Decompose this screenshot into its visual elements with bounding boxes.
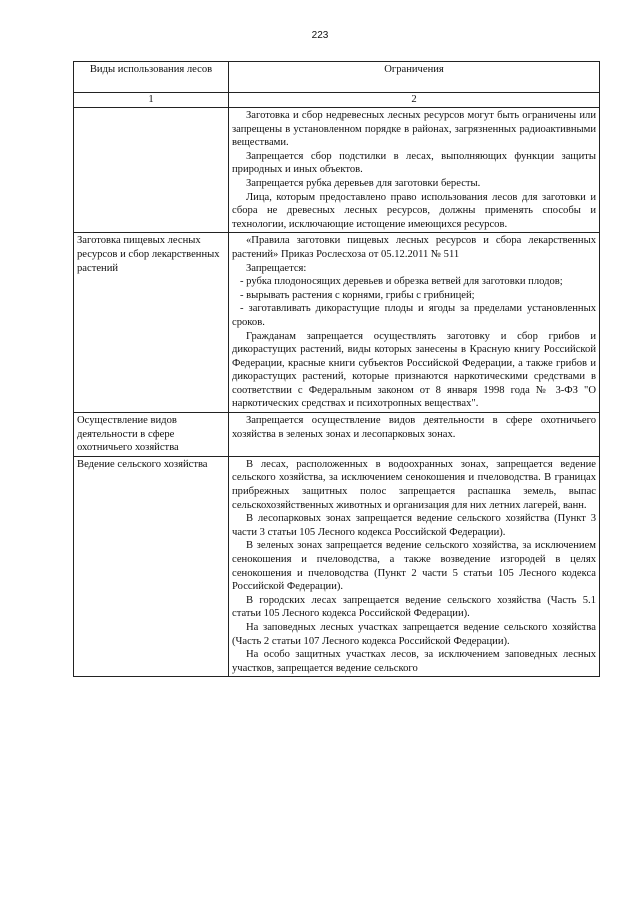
table-row [74,233,600,413]
restriction-paragraph: Запрещается: [246,262,307,274]
restriction-paragraph: Заготовка и сбор недревесных лесных ресурсов могут быть ограничены или запрещены в установленном порядке в районах, загрязненных радиоактивными веществами. [232,110,596,149]
restriction-paragraph: Запрещается рубка деревьев для заготовки бересты. [246,177,481,189]
forest-use-restrictions-table [73,61,600,677]
restriction-paragraph: Запрещается осуществление видов деятельности в сфере охотничьего хозяйства в зеленых зонах и лесопарковых зонах. [232,415,596,440]
restriction-list-item: - рубка плодоносящих деревьев и обрезка ветвей для заготовки плодов; [240,276,563,288]
restriction-paragraph: «Правила заготовки пищевых лесных ресурсов и сбора лекарственных растений» Приказ Рослесхоза от 05.12.2011 № 511 [232,235,596,260]
restriction-paragraph: На особо защитных участках лесов, за исключением заповедных лесных участков, запрещается ведение сельского [232,649,596,674]
table-row [74,108,600,233]
column-header-forest-use: Виды использования лесов [74,62,229,93]
restrictions-cell [229,456,600,677]
table-row [74,413,600,457]
restrictions-cell [229,233,600,413]
forest-use-kind: Ведение сельского хозяйства [74,456,229,677]
restriction-paragraph: В городских лесах запрещается ведение сельского хозяйства (Часть 5.1 статьи 105 Лесного кодекса Российской Федерации). [232,594,596,620]
table-header-row [74,62,600,93]
page-number: 223 [311,30,329,41]
table-row [74,456,600,677]
restriction-paragraph: На заповедных лесных участках запрещается ведение сельского хозяйства (Часть 2 статьи 107 Лесного кодекса Российской Федерации). [232,621,596,647]
restriction-paragraph: В зеленых зонах запрещается ведение сельского хозяйства, за исключением сенокошения и пчеловодства, а также возведение изгородей в целях сенокошения и пчеловодства (Пункт 2 части 5 статьи 105 Лесного кодекса Российской Федерации). [232,540,596,593]
restriction-paragraph: Запрещается сбор подстилки в лесах, выполняющих функции защиты природных и иных объектов. [232,150,596,176]
forest-use-kind [74,108,229,233]
restriction-paragraph: В лесах, расположенных в водоохранных зонах, запрещается ведение сельского хозяйства, за исключением сенокошения и пчеловодства. В границах прибрежных защитных полос запрещается распашка земель, выпас сельскохозяйственных животных и организация для них летних лагерей, ванн. [232,458,596,511]
column-number-row [74,93,600,108]
column-number: 2 [229,93,600,108]
restriction-list-item: - заготавливать дикорастущие плоды и ягоды за пределами установленных сроков. [232,303,596,328]
restriction-paragraph: Лица, которым предоставлено право использования лесов для заготовки и сбора не древесных лесных ресурсов, должны применять способы и технологии, исключающие истощение имеющихся ресурсов. [232,191,596,230]
column-number: 1 [74,93,229,108]
restriction-paragraph: Гражданам запрещается осуществлять заготовку и сбор грибов и дикорастущих растений, виды которых занесены в Красную книгу Российской Федерации, красные книги субъектов Российской Федерации, а также грибов и дикорастущих растений, которые признаются наркотическими средствами в соответствии с Федеральным законом от 8 января 1998 года № 3-ФЗ "О наркотических средствах и психотропных веществах". [232,330,596,410]
column-header-restrictions: Ограничения [229,62,600,93]
restrictions-cell [229,413,600,457]
forest-use-kind: Заготовка пищевых лесных ресурсов и сбор лекарственных растений [74,233,229,413]
restrictions-cell [229,108,600,233]
restriction-list-item: - вырывать растения с корнями, грибы с грибницей; [240,289,475,301]
restriction-paragraph: В лесопарковых зонах запрещается ведение сельского хозяйства (Пункт 3 части 3 статьи 105 Лесного кодекса Российской Федерации). [232,513,596,538]
forest-use-kind: Осуществление видов деятельности в сфере охотничьего хозяйства [74,413,229,457]
